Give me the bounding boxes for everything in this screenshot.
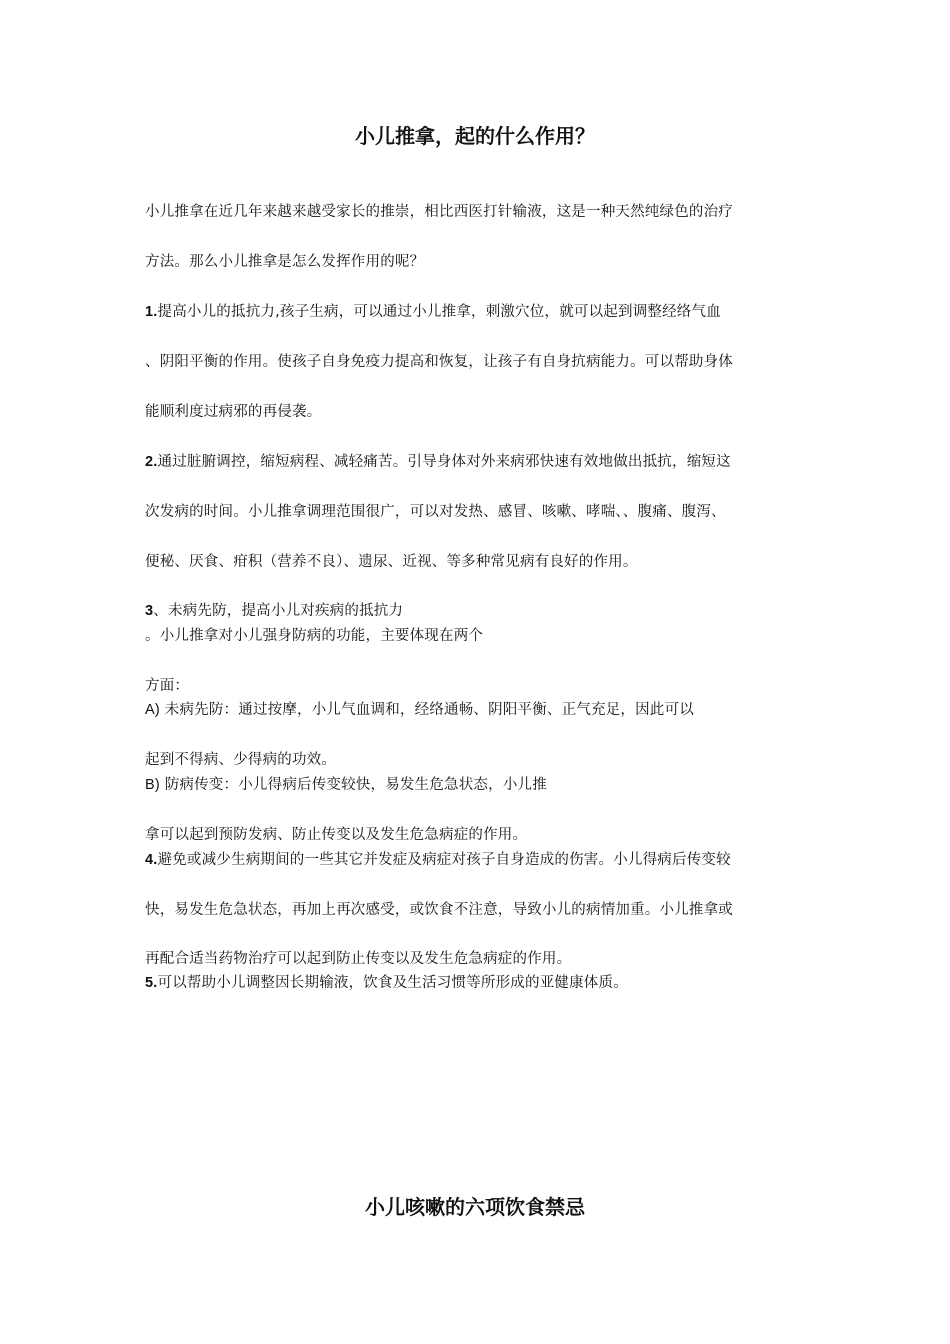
point-3-line-3: 方面： (145, 678, 190, 694)
point-3-line-2: 。小儿推拿对小儿强身防病的功能，主要体现在两个 (145, 628, 484, 644)
sub-a-text: 未病先防：通过按摩，小儿气血调和，经络通畅、阴阳平衡、正气充足，因此可以 (159, 702, 694, 718)
point-1-number: 1. (145, 304, 158, 320)
point-2-line-3: 便秘、厌食、疳积（营养不良）、遗尿、近视、等多种常见病有良好的作用。 (145, 554, 638, 570)
sub-b-label: B) (145, 777, 160, 793)
point-2-line-1 (145, 452, 810, 472)
sub-a-line-1 (145, 700, 810, 720)
point-1-line-2: 、阴阳平衡的作用。使孩子自身免疫力提高和恢复，让孩子有自身抗病能力。可以帮助身体 (145, 354, 733, 370)
point-5-line-1 (145, 973, 810, 993)
intro-line-1: 小儿推拿在近几年来越来越受家长的推崇，相比西医打针输液，这是一种天然纯绿色的治疗 (145, 204, 733, 220)
point-1-line-3: 能顺利度过病邪的再侵袭。 (145, 404, 322, 420)
point-2-number: 2. (145, 454, 158, 470)
point-4-line-2: 快，易发生危急状态，再加上再次感受，或饮食不注意，导致小儿的病情加重。小儿推拿或 (145, 902, 733, 918)
sub-b-line-2: 拿可以起到预防发病、防止传变以及发生危急病症的作用。 (145, 827, 528, 843)
sub-a-line-2: 起到不得病、少得病的功效。 (145, 752, 337, 768)
intro-line-2: 方法。那么小儿推拿是怎么发挥作用的呢？ (145, 254, 425, 270)
point-2-text: 通过脏腑调控，缩短病程、减轻痛苦。引导身体对外来病邪快速有效地做出抵抗，缩短这 (157, 454, 731, 470)
point-1-line-1 (145, 302, 810, 322)
article-title: 小儿推拿，起的什么作用？ (355, 124, 595, 148)
point-3-line-1 (145, 601, 810, 621)
next-article-title: 小儿咳嗽的六项饮食禁忌 (365, 1195, 585, 1219)
point-2-line-2: 次发病的时间。小儿推拿调理范围很广，可以对发热、感冒、咳嗽、哮喘、、腹痛、腹泻、 (145, 504, 726, 520)
point-4-line-3: 再配合适当药物治疗可以起到防止传变以及发生危急病症的作用。 (145, 951, 572, 967)
point-1-text: 提高小儿的抵抗力,孩子生病，可以通过小儿推拿，刺激穴位，就可以起到调整经络气血 (157, 304, 721, 320)
sub-a-label: A) (145, 702, 160, 718)
point-4-line-1 (145, 850, 810, 870)
sub-b-line-1 (145, 775, 810, 795)
sub-b-text: 防病传变：小儿得病后传变较快，易发生危急状态，小儿推 (159, 777, 547, 793)
point-5-number: 5. (145, 975, 158, 991)
point-4-text: 避免或减少生病期间的一些其它并发症及病症对孩子自身造成的伤害。小儿得病后传变较 (157, 852, 731, 868)
point-3-number: 3 (145, 603, 154, 619)
point-5-text: 可以帮助小儿调整因长期输液，饮食及生活习惯等所形成的亚健康体质。 (157, 975, 628, 991)
point-3-text: 、未病先防，提高小儿对疾病的抵抗力 (153, 603, 404, 619)
point-4-number: 4. (145, 852, 158, 868)
